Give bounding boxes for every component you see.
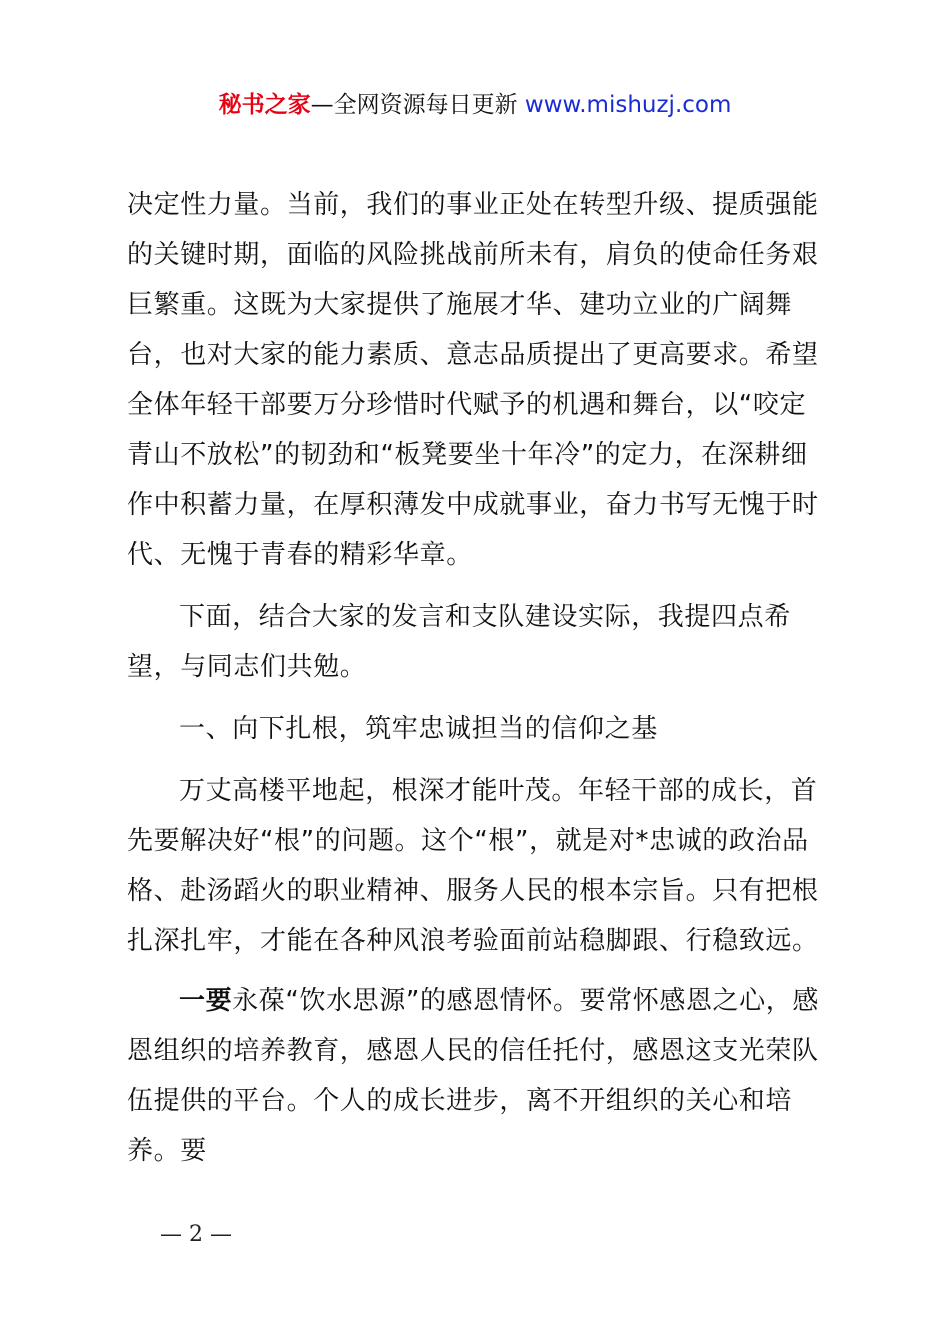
- point-lead: 一要: [179, 986, 233, 1016]
- heading-text: 一、向下扎根，筑牢忠诚担当的信仰之基: [179, 714, 658, 744]
- paragraph-intro: [127, 592, 832, 692]
- paragraph-continuation: [127, 180, 832, 580]
- header-tagline: —全网资源每日更新: [310, 92, 525, 118]
- point-body: 永葆“饮水思源”的感恩情怀。要常怀感恩之心，感恩组织的培养教育，感恩人民的信任托付，感恩这支光荣队伍提供的平台。个人的成长进步，离不开组织的关心和培养。要: [127, 986, 819, 1166]
- paragraph-text: [127, 976, 832, 1176]
- section-heading: [127, 704, 832, 754]
- site-header: [0, 88, 950, 122]
- paragraph-first-point: [127, 976, 832, 1176]
- paragraph-root: [127, 766, 832, 966]
- page-number: — 2 —: [160, 1222, 232, 1247]
- paragraph-text: 万丈高楼平地起，根深才能叶茂。年轻干部的成长，首先要解决好“根”的问题。这个“根”，就是对*忠诚的政治品格、赴汤蹈火的职业精神、服务人民的根本宗旨。只有把根扎深扎牢，才能在各种风浪考验面前站稳脚跟、行稳致远。: [127, 776, 819, 956]
- paragraph-text: 决定性力量。当前，我们的事业正处在转型升级、提质强能的关键时期，面临的风险挑战前所未有，肩负的使命任务艰巨繁重。这既为大家提供了施展才华、建功立业的广阔舞台，也对大家的能力素质、意志品质提出了更高要求。希望全体年轻干部要万分珍惜时代赋予的机遇和舞台，以“咬定青山不放松”的韧劲和“板凳要坐十年冷”的定力，在深耕细作中积蓄力量，在厚积薄发中成就事业，奋力书写无愧于时代、无愧于青春的精彩华章。: [127, 190, 819, 570]
- brand-name: 秘书之家: [218, 92, 311, 118]
- paragraph-text: 下面，结合大家的发言和支队建设实际，我提四点希望，与同志们共勉。: [127, 602, 791, 682]
- site-url-link[interactable]: www.mishuzj.com: [524, 92, 732, 118]
